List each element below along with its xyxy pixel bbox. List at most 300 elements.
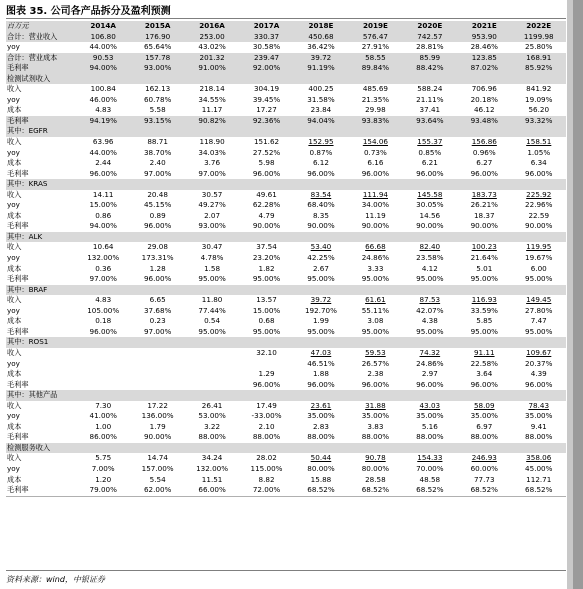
underlined-value: 152.95 <box>308 137 334 147</box>
table-cell: 115.00% <box>250 463 283 473</box>
table-cell: 87.02% <box>457 63 511 74</box>
row-label: 毛利率 <box>7 432 29 442</box>
table-cell: 91.19% <box>294 63 348 74</box>
table-cell: 30.47 <box>201 242 223 252</box>
table-cell <box>76 74 130 85</box>
table-cell: 43.02% <box>198 42 226 52</box>
table-cell <box>512 242 567 253</box>
table-cell <box>239 443 293 454</box>
table-cell: 35.00% <box>416 411 444 421</box>
table-cell <box>403 390 457 401</box>
financial-table <box>6 21 566 497</box>
table-cell <box>348 285 402 296</box>
table-cell: 5.16 <box>421 421 438 431</box>
table-cell: 1199.98 <box>512 32 567 43</box>
table-cell <box>185 390 239 401</box>
table-cell <box>403 74 457 85</box>
table-cell: 48.58 <box>419 474 441 484</box>
table-cell <box>130 337 184 348</box>
table-cell: 2.40 <box>149 158 166 168</box>
table-cell <box>348 348 402 359</box>
source-note: 资料来源：wind，中银证券 <box>6 575 105 584</box>
table-cell: 28.58 <box>365 474 386 484</box>
table-cell: 26.21% <box>470 200 498 210</box>
table-header-row <box>6 21 566 32</box>
table-cell: 95.00% <box>416 326 444 336</box>
table-cell <box>348 337 402 348</box>
table-cell <box>294 285 348 296</box>
table-cell <box>457 348 511 359</box>
table-row <box>6 401 566 412</box>
table-cell: 20.48 <box>147 189 168 199</box>
table-cell <box>403 337 457 348</box>
table-cell: 96.00% <box>525 379 553 389</box>
table-cell <box>239 390 293 401</box>
table-cell: 91.00% <box>185 63 239 74</box>
table-cell <box>457 137 511 148</box>
table-cell: 27.80% <box>525 305 553 315</box>
table-cell: 14.56 <box>419 210 441 220</box>
table-cell: 28.46% <box>470 42 498 52</box>
table-cell: 1.58 <box>204 263 221 273</box>
row-label: 其中：BRAF <box>6 285 76 296</box>
table-cell: 22.96% <box>525 200 553 210</box>
table-cell: 90.53 <box>76 53 130 64</box>
underlined-value: 31.88 <box>365 400 386 410</box>
table-cell: 77.44% <box>198 305 226 315</box>
table-cell: 157.00% <box>141 463 174 473</box>
table-cell <box>512 390 567 401</box>
table-cell: 96.00% <box>361 168 390 178</box>
table-cell: 95.00% <box>525 274 553 284</box>
table-cell: 1.88 <box>312 369 329 379</box>
table-row <box>6 63 566 74</box>
table-cell <box>130 443 184 454</box>
table-cell: 88.00% <box>252 432 281 442</box>
table-cell <box>76 337 130 348</box>
table-cell: 35.00% <box>307 411 335 421</box>
header-cell: 2015A <box>130 21 184 32</box>
table-cell: 62.28% <box>252 200 281 210</box>
table-cell: 92.36% <box>239 116 293 127</box>
table-cell: 742.57 <box>403 32 457 43</box>
table-cell: 841.92 <box>526 84 552 94</box>
table-cell <box>294 443 348 454</box>
table-cell <box>185 232 239 243</box>
table-cell: 450.68 <box>294 32 348 43</box>
header-cell: 2020E <box>403 21 457 32</box>
table-cell <box>457 190 511 201</box>
table-cell: 56.20 <box>528 105 550 115</box>
row-label: 其中：ROS1 <box>6 337 76 348</box>
table-cell: 22.58% <box>470 358 498 368</box>
table-cell: 92.00% <box>239 63 293 74</box>
table-cell <box>512 401 567 412</box>
table-row <box>6 137 566 148</box>
table-cell: 96.00% <box>252 168 281 178</box>
row-label: 收入 <box>7 347 22 357</box>
table-cell: 0.85% <box>418 147 442 157</box>
table-cell: 253.00 <box>185 32 239 43</box>
table-cell <box>185 380 239 391</box>
table-cell: 17.22 <box>147 400 168 410</box>
underlined-value: 149.45 <box>526 295 552 305</box>
table-cell <box>512 295 567 306</box>
table-row <box>6 116 566 127</box>
row-label: 毛利率 <box>7 168 29 178</box>
table-cell: 24.86% <box>416 358 444 368</box>
table-cell: 88.00% <box>470 432 498 442</box>
table-cell: 25.80% <box>525 42 553 52</box>
table-cell: 28.81% <box>416 42 444 52</box>
table-cell: 68.52% <box>512 485 567 496</box>
table-cell <box>403 401 457 412</box>
row-label: 收入 <box>7 242 22 252</box>
row-label: 成本 <box>7 105 22 115</box>
row-label: 收入 <box>7 295 22 305</box>
table-cell <box>130 126 184 137</box>
table-cell: 1.00 <box>95 421 112 431</box>
table-row <box>6 32 566 43</box>
table-cell: 11.51 <box>201 474 223 484</box>
table-cell: 39.72 <box>294 53 348 64</box>
table-cell <box>239 285 293 296</box>
table-row <box>6 253 566 264</box>
table-cell: 34.55% <box>198 94 226 104</box>
table-cell: 0.68 <box>258 316 275 326</box>
table-cell <box>76 380 130 391</box>
underlined-value: 145.58 <box>417 189 443 199</box>
table-cell: 90.00% <box>307 221 335 231</box>
row-label: 收入 <box>7 400 22 410</box>
table-cell <box>294 242 348 253</box>
table-cell <box>294 126 348 137</box>
row-label: 毛利率 <box>7 379 29 389</box>
table-cell: 96.00% <box>470 168 498 178</box>
table-cell <box>76 179 130 190</box>
table-cell: 330.37 <box>239 32 293 43</box>
table-cell: 68.52% <box>294 485 348 496</box>
table-cell: 28.02 <box>256 453 277 463</box>
table-cell: 34.00% <box>361 200 390 210</box>
table-cell <box>130 380 184 391</box>
table-cell: 97.00% <box>143 326 172 336</box>
table-cell <box>76 443 130 454</box>
table-cell <box>512 137 567 148</box>
table-cell: 90.82% <box>185 116 239 127</box>
table-cell: 46.51% <box>307 358 335 368</box>
table-cell: 62.00% <box>130 485 184 496</box>
table-cell: 1.05% <box>527 147 551 157</box>
row-label: 成本 <box>7 316 22 326</box>
table-cell: 68.52% <box>348 485 402 496</box>
table-cell <box>457 285 511 296</box>
table-cell: 5.01 <box>476 263 493 273</box>
table-cell: 15.00% <box>252 305 281 315</box>
table-cell: 6.12 <box>312 158 329 168</box>
table-cell: 3.22 <box>204 421 221 431</box>
table-cell: 60.00% <box>470 463 498 473</box>
table-cell: 14.11 <box>92 189 114 199</box>
row-label: yoy <box>7 411 20 421</box>
table-cell: 105.00% <box>87 305 120 315</box>
table-cell: 37.41 <box>419 105 441 115</box>
table-row <box>6 422 566 433</box>
table-cell <box>403 453 457 464</box>
underlined-value: 109.67 <box>526 347 552 357</box>
table-cell <box>457 443 511 454</box>
table-cell: 588.24 <box>417 84 443 94</box>
table-cell: 94.04% <box>294 116 348 127</box>
table-row <box>6 148 566 159</box>
row-label: 收入 <box>7 137 22 147</box>
table-cell: 37.54 <box>256 242 277 252</box>
table-cell: 95.00% <box>307 274 335 284</box>
table-cell: 136.00% <box>141 411 174 421</box>
table-cell: 95.00% <box>252 274 281 284</box>
table-cell: 239.47 <box>239 53 293 64</box>
table-cell: 49.27% <box>198 200 226 210</box>
row-label: 其中：其他产品 <box>6 390 76 401</box>
table-cell <box>185 179 239 190</box>
table-cell <box>512 74 567 85</box>
table-cell: 11.17 <box>201 105 223 115</box>
table-cell: 37.68% <box>143 305 172 315</box>
table-row <box>6 306 566 317</box>
table-cell <box>457 242 511 253</box>
table-cell: 19.09% <box>525 94 553 104</box>
table-cell <box>348 179 402 190</box>
table-cell <box>348 190 402 201</box>
table-cell: 8.35 <box>312 210 329 220</box>
underlined-value: 61.61 <box>365 295 386 305</box>
table-cell <box>76 126 130 137</box>
table-row <box>6 264 566 275</box>
table-row <box>6 327 566 338</box>
row-label: 收入 <box>7 453 22 463</box>
underlined-value: 358.06 <box>526 453 552 463</box>
table-cell: 15.88 <box>310 474 332 484</box>
table-cell: 5.85 <box>476 316 493 326</box>
underlined-value: 47.03 <box>310 347 332 357</box>
table-cell: 90.00% <box>361 221 390 231</box>
row-label: 其中：EGFR <box>6 126 76 137</box>
table-cell: 7.47 <box>530 316 547 326</box>
table-cell: 95.00% <box>198 326 226 336</box>
table-cell: 53.00% <box>198 411 226 421</box>
table-row <box>6 390 566 401</box>
table-cell <box>130 369 184 380</box>
table-cell <box>348 137 402 148</box>
table-cell <box>403 285 457 296</box>
table-cell: 45.00% <box>525 463 553 473</box>
table-cell: 93.00% <box>130 63 184 74</box>
row-label: yoy <box>7 463 20 473</box>
table-cell: 38.70% <box>143 147 172 157</box>
underlined-value: 158.51 <box>526 137 552 147</box>
table-cell <box>457 453 511 464</box>
table-cell <box>457 390 511 401</box>
table-row <box>6 190 566 201</box>
table-cell: 20.18% <box>470 94 498 104</box>
table-row <box>6 211 566 222</box>
underlined-value: 155.37 <box>417 137 443 147</box>
table-cell <box>239 232 293 243</box>
table-cell: 15.00% <box>89 200 117 210</box>
table-cell <box>239 359 293 370</box>
table-cell: 23.58% <box>416 253 444 263</box>
table-cell: -33.00% <box>251 411 282 421</box>
table-cell: 19.67% <box>525 253 553 263</box>
table-cell: 93.15% <box>130 116 184 127</box>
table-cell: 123.85 <box>457 53 511 64</box>
header-cell: 2018E <box>294 21 348 32</box>
table-cell: 3.83 <box>367 421 384 431</box>
table-cell <box>403 443 457 454</box>
table-cell: 58.55 <box>348 53 402 64</box>
row-label: yoy <box>7 94 20 104</box>
table-cell <box>348 401 402 412</box>
underlined-value: 87.53 <box>419 295 441 305</box>
underlined-value: 74.32 <box>419 347 441 357</box>
table-cell: 90.00% <box>143 432 172 442</box>
underlined-value: 43.03 <box>419 400 441 410</box>
table-cell: 3.64 <box>476 369 493 379</box>
table-cell <box>294 401 348 412</box>
table-cell <box>457 179 511 190</box>
table-row <box>6 42 566 53</box>
table-cell: 18.37 <box>473 210 495 220</box>
table-cell: 68.52% <box>403 485 457 496</box>
underlined-value: 82.40 <box>419 242 441 252</box>
table-cell <box>185 369 239 380</box>
financial-table-body <box>6 21 566 496</box>
table-cell: 21.64% <box>470 253 498 263</box>
table-cell: 576.47 <box>348 32 402 43</box>
table-cell: 192.70% <box>304 305 337 315</box>
table-cell: 11.19 <box>365 210 386 220</box>
table-cell: 0.73% <box>363 147 387 157</box>
table-cell: 39.45% <box>252 94 281 104</box>
underlined-value: 156.86 <box>471 137 497 147</box>
table-cell: 55.11% <box>361 305 390 315</box>
table-cell: 95.00% <box>307 326 335 336</box>
table-cell: 70.00% <box>416 463 444 473</box>
table-row <box>6 453 566 464</box>
row-label: 毛利率 <box>7 326 29 336</box>
row-label: yoy <box>7 147 20 157</box>
table-cell <box>348 242 402 253</box>
table-cell <box>403 242 457 253</box>
table-cell: 96.00% <box>89 168 117 178</box>
table-cell: 96.00% <box>143 274 172 284</box>
table-cell <box>185 337 239 348</box>
underlined-value: 154.33 <box>417 453 443 463</box>
table-row <box>6 316 566 327</box>
table-cell: 5.54 <box>149 474 166 484</box>
table-cell: 30.58% <box>252 42 281 52</box>
table-cell: 1.28 <box>149 263 166 273</box>
table-cell: 162.13 <box>145 84 171 94</box>
table-cell: 1.99 <box>312 316 329 326</box>
row-label: 成本 <box>7 369 22 379</box>
table-cell: 34.03% <box>198 147 226 157</box>
underlined-value: 50.44 <box>310 453 332 463</box>
table-cell: 4.38 <box>421 316 438 326</box>
table-cell: 4.83 <box>95 295 112 305</box>
table-cell: 33.59% <box>470 305 498 315</box>
table-cell: 168.91 <box>512 53 567 64</box>
table-cell: 41.00% <box>89 411 117 421</box>
table-cell <box>457 74 511 85</box>
table-cell: 201.32 <box>185 53 239 64</box>
table-cell: 94.00% <box>89 221 117 231</box>
page-side-bar-inner <box>573 0 583 589</box>
table-cell: 96.00% <box>307 379 335 389</box>
table-cell <box>512 453 567 464</box>
table-cell <box>348 295 402 306</box>
table-cell: 2.38 <box>367 369 384 379</box>
table-cell <box>130 359 184 370</box>
table-cell <box>130 285 184 296</box>
table-cell: 24.86% <box>361 253 390 263</box>
table-cell: 95.00% <box>525 326 553 336</box>
table-cell: 400.25 <box>308 84 334 94</box>
underlined-value: 78.43 <box>528 400 550 410</box>
table-cell <box>348 443 402 454</box>
table-row <box>6 84 566 95</box>
table-cell <box>403 137 457 148</box>
table-cell: 96.00% <box>143 221 172 231</box>
underlined-value: 66.68 <box>365 242 386 252</box>
table-row <box>6 337 566 348</box>
underlined-value: 111.94 <box>362 189 388 199</box>
row-label: 毛利率 <box>6 63 76 74</box>
table-cell <box>457 232 511 243</box>
table-cell: 9.41 <box>530 421 547 431</box>
table-cell: 36.42% <box>307 42 335 52</box>
table-cell: 88.42% <box>403 63 457 74</box>
row-label: 成本 <box>7 263 22 273</box>
header-cell: 2017A <box>239 21 293 32</box>
table-row <box>6 242 566 253</box>
table-cell: 5.58 <box>149 105 166 115</box>
table-cell <box>294 295 348 306</box>
table-cell <box>76 232 130 243</box>
table-cell: 95.00% <box>252 326 281 336</box>
table-cell: 35.00% <box>470 411 498 421</box>
table-cell: 3.33 <box>367 263 384 273</box>
table-cell: 0.54 <box>204 316 221 326</box>
table-cell <box>294 179 348 190</box>
table-cell: 29.98 <box>365 105 386 115</box>
table-cell: 60.78% <box>143 94 172 104</box>
underlined-value: 100.23 <box>471 242 497 252</box>
row-label: 毛利率 <box>7 274 29 284</box>
table-cell <box>457 401 511 412</box>
table-row <box>6 411 566 422</box>
table-row <box>6 475 566 486</box>
table-cell: 45.15% <box>143 200 172 210</box>
table-row <box>6 359 566 370</box>
underlined-value: 58.09 <box>473 400 495 410</box>
table-cell <box>512 337 567 348</box>
underlined-value: 119.95 <box>526 242 552 252</box>
table-cell <box>294 390 348 401</box>
table-cell: 30.57 <box>201 189 223 199</box>
table-cell: 706.96 <box>471 84 497 94</box>
table-cell: 68.52% <box>457 485 511 496</box>
